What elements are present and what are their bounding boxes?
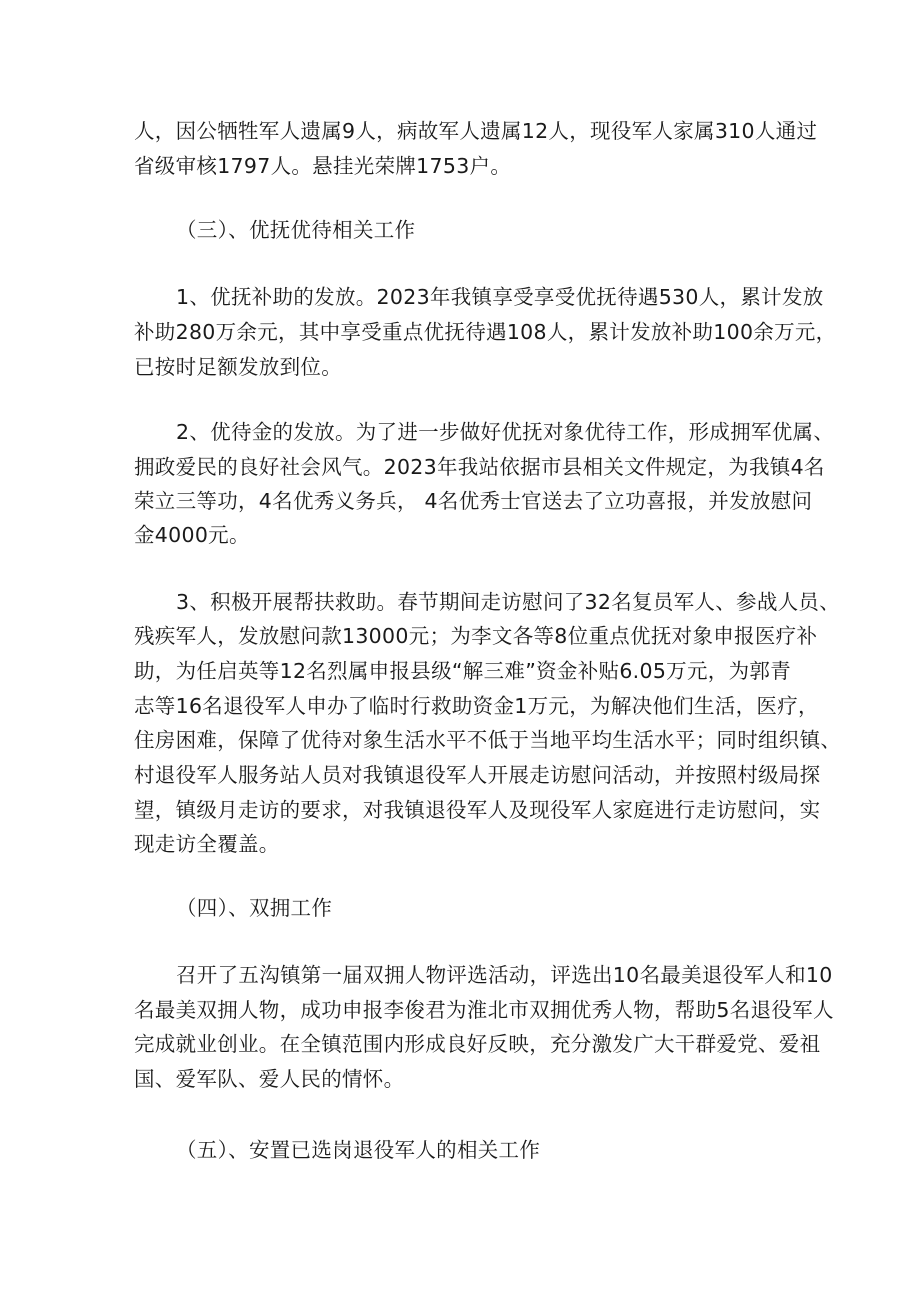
section-heading-3: （三）、优抚优待相关工作 (176, 218, 416, 242)
paragraph-line: 荣立三等功，4名优秀义务兵， 4名优秀士官送去了立功喜报，并发放慰问 (134, 489, 813, 513)
paragraph-line: 名最美双拥人物，成功申报李俊君为淮北市双拥优秀人物，帮助5名退役军人 (134, 998, 834, 1022)
paragraph-line: 完成就业创业。在全镇范围内形成良好反映，充分激发广大干群爱党、爱祖 (134, 1032, 821, 1056)
paragraph-line: 补助280万余元，其中享受重点优抚待遇108人，累计发放补助100余万元， (134, 320, 837, 344)
paragraph-line: 2、优待金的发放。为了进一步做好优抚对象优待工作，形成拥军优属、 (176, 420, 835, 444)
paragraph-line: 已按时足额发放到位。 (134, 355, 342, 379)
paragraph-line: 国、爱军队、爱人民的情怀。 (134, 1067, 405, 1091)
paragraph-line: 召开了五沟镇第一届双拥人物评选活动，评选出10名最美退役军人和10 (176, 963, 833, 987)
section-heading-4: （四）、双拥工作 (176, 896, 333, 920)
paragraph-line: 1、优抚补助的发放。2023年我镇享受享受优抚待遇530人，累计发放 (176, 285, 824, 309)
paragraph-line: 住房困难，保障了优待对象生活水平不低于当地平均生活水平；同时组织镇、 (134, 728, 842, 752)
paragraph-line: 现走访全覆盖。 (134, 832, 280, 856)
paragraph-line: 3、积极开展帮扶救助。春节期间走访慰问了32名复员军人、参战人员、 (176, 590, 841, 614)
paragraph-line: 残疾军人，发放慰问款13000元；为李文各等8位重点优抚对象申报医疗补 (134, 624, 818, 648)
paragraph-line: 村退役军人服务站人员对我镇退役军人开展走访慰问活动，并按照村级局探 (134, 763, 821, 787)
paragraph-line: 志等16名退役军人申办了临时行救助资金1万元，为解决他们生活，医疗， (134, 694, 819, 718)
section-heading-5: （五）、安置已选岗退役军人的相关工作 (176, 1138, 541, 1162)
paragraph-line: 省级审核1797人。悬挂光荣牌1753户。 (134, 154, 512, 178)
paragraph-line: 金4000元。 (134, 523, 250, 547)
paragraph-line: 助，为任启英等12名烈属申报县级“解三难”资金补贴6.05万元，为郭青 (134, 659, 791, 683)
paragraph-line: 人，因公牺牲军人遗属9人，病故军人遗属12人，现役军人家属310人通过 (134, 119, 818, 143)
paragraph-line: 拥政爱民的良好社会风气。2023年我站依据市县相关文件规定，为我镇4名 (134, 455, 825, 479)
paragraph-line: 望，镇级月走访的要求，对我镇退役军人及现役军人家庭进行走访慰问，实 (134, 798, 821, 822)
